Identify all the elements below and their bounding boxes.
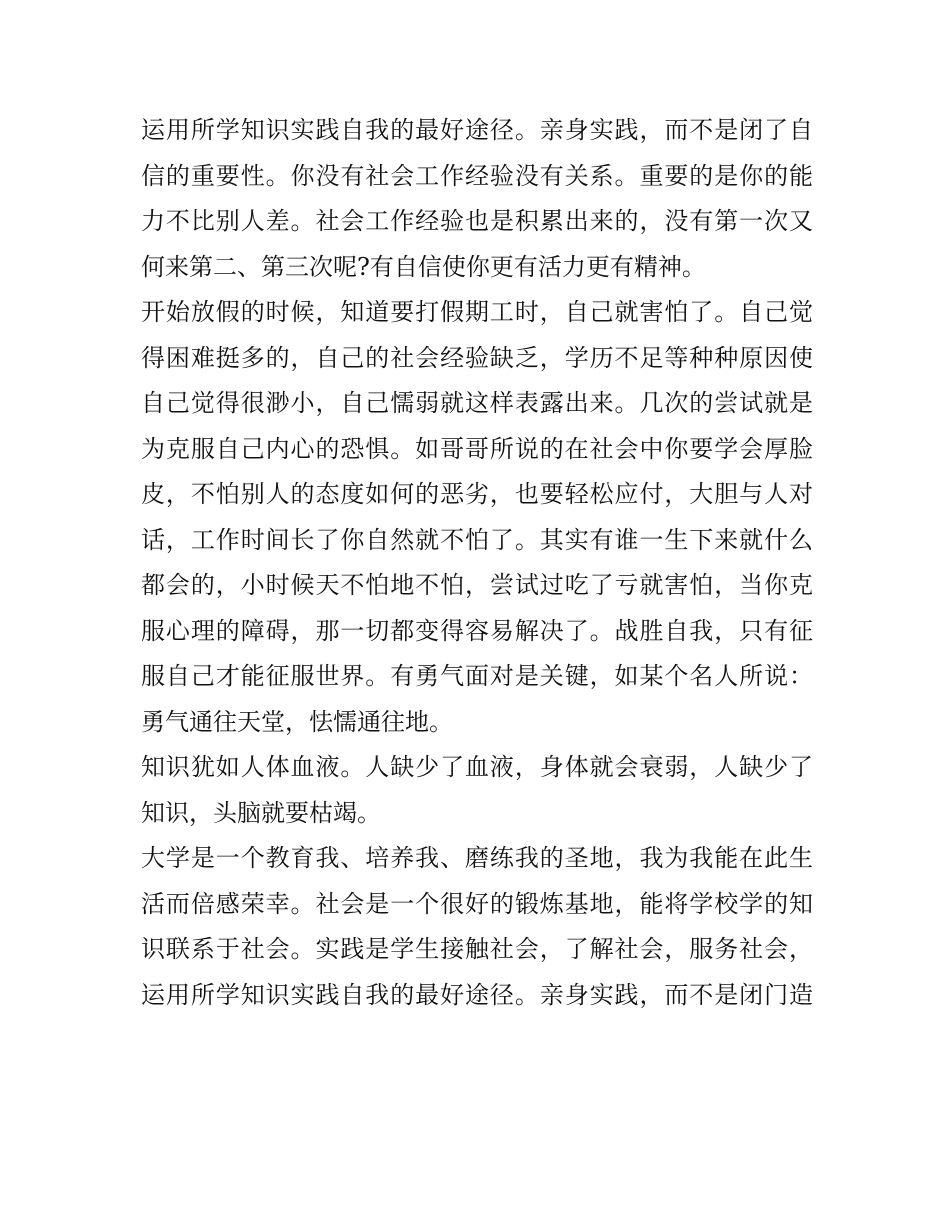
text-line: 自己觉得很渺小，自己懦弱就这样表露出来。几次的尝试就是: [141, 389, 813, 417]
text-line: 得困难挺多的，自己的社会经验缺乏，学历不足等种种原因使: [141, 343, 813, 372]
text-line: 何来第二、第三次呢?有自信使你更有活力更有精神。: [141, 252, 706, 281]
text-line: 活而倍感荣幸。社会是一个很好的锻炼基地，能将学校学的知: [141, 889, 813, 918]
text-line: 运用所学知识实践自我的最好途径。亲身实践，而不是闭门造: [141, 980, 813, 1009]
text-line: 识联系于社会。实践是学生接触社会，了解社会，服务社会，: [141, 935, 813, 963]
text-line: 知识犹如人体血液。人缺少了血液，身体就会衰弱，人缺少了: [141, 753, 813, 781]
text-line: 知识，头脑就要枯竭。: [141, 798, 381, 827]
text-line: 都会的，小时候天不怕地不怕，尝试过吃了亏就害怕，当你克: [141, 571, 813, 599]
document-body: [141, 108, 813, 1018]
text-line: 服心理的障碍，那一切都变得容易解决了。战胜自我，只有征: [141, 616, 813, 645]
text-line: 运用所学知识实践自我的最好途径。亲身实践，而不是闭了自: [141, 116, 813, 144]
text-line: 服自己才能征服世界。有勇气面对是关键，如某个名人所说：: [141, 662, 813, 690]
text-line: 大学是一个教育我、培养我、磨练我的圣地，我为我能在此生: [141, 844, 813, 872]
text-line: 勇气通往天堂，怯懦通往地。: [141, 707, 453, 736]
text-line: 开始放假的时候，知道要打假期工时，自己就害怕了。自己觉: [141, 298, 813, 326]
text-line: 为克服自己内心的恐惧。如哥哥所说的在社会中你要学会厚脸: [141, 434, 813, 463]
text-line: 信的重要性。你没有社会工作经验没有关系。重要的是你的能: [141, 161, 813, 190]
text-line: 皮，不怕别人的态度如何的恶劣，也要轻松应付，大胆与人对: [141, 480, 813, 508]
text-line: 话，工作时间长了你自然就不怕了。其实有谁一生下来就什么: [141, 525, 813, 554]
text-line: 力不比别人差。社会工作经验也是积累出来的，没有第一次又: [141, 207, 813, 235]
